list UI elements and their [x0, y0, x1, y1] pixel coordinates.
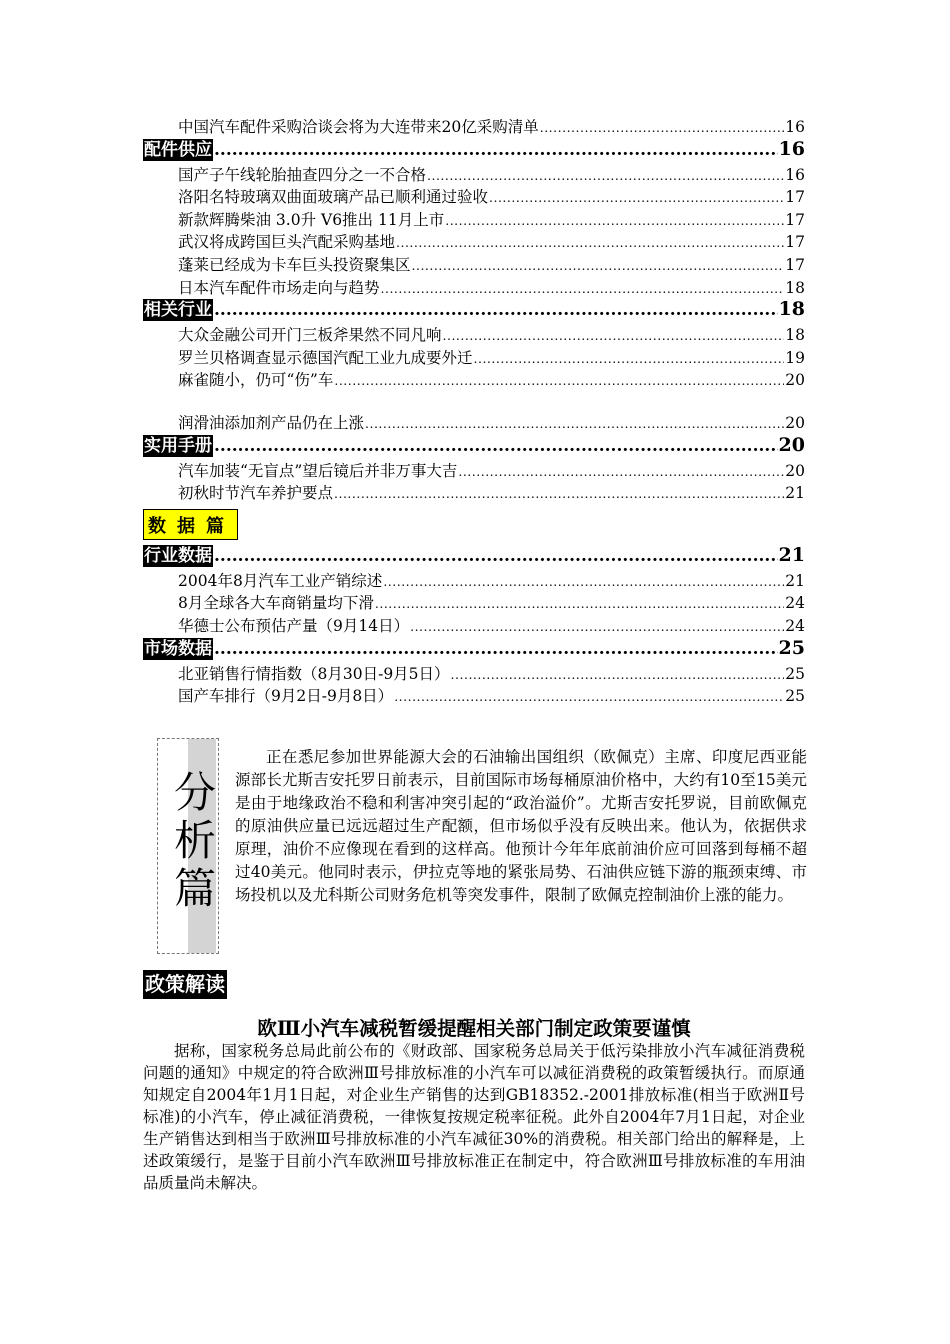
toc-entry-page: 16	[785, 165, 805, 184]
toc-entry-title: 罗兰贝格调查显示德国汽配工业九成要外迁	[178, 348, 473, 367]
toc-entry-page: 17	[785, 210, 805, 229]
toc-entry[interactable]	[143, 459, 805, 482]
toc-entry-title: 国产车排行（9月2日-9月8日）	[178, 687, 394, 706]
analysis-sidebar	[157, 738, 219, 954]
toc-entry-title: 初秋时节汽车养护要点	[178, 484, 334, 503]
sidebar-char: 析	[174, 816, 217, 865]
toc-entry-page: 25	[785, 664, 805, 683]
toc-entry[interactable]	[143, 346, 805, 369]
toc-leader	[214, 434, 778, 456]
toc-section-label: 配件供应	[144, 139, 212, 160]
toc-entry[interactable]	[143, 569, 805, 592]
toc-entry[interactable]	[143, 411, 805, 434]
toc-leader	[445, 211, 784, 229]
toc-entry-page: 20	[785, 371, 805, 390]
toc-leader	[334, 371, 784, 389]
toc-entry[interactable]	[143, 230, 805, 253]
toc-leader	[394, 687, 784, 705]
toc-leader	[396, 233, 784, 251]
toc-entry-page: 24	[785, 594, 805, 613]
toc-entry[interactable]	[143, 481, 805, 504]
spacer	[143, 391, 805, 411]
part-header-wrap	[143, 504, 805, 544]
toc-section-page: 25	[778, 636, 805, 659]
toc-entry-title: 8月全球各大车商销量均下滑	[178, 594, 374, 613]
toc-entry[interactable]	[143, 115, 805, 138]
article-body: 据称，国家税务总局此前公布的《财政部、国家税务总局关于低污染排放小汽车减征消费税问题的通知》中规定的符合欧洲Ⅲ号排放标准的小汽车可以减征消费税的政策暂缓执行。而原通知规定自2004年1月1日起，对企业生产销售的达到GB18352.-2001排放标准(相当于欧洲Ⅱ号标准)的小汽车，停止减征消费税，一律恢复按规定税率征税。此外自2004年7月1日起，对企业生产销售达到相当于欧洲Ⅲ号排放标准的小汽车减征30%的消费税。相关部门给出的解释是，上述政策缓行，是鉴于目前小汽车欧洲Ⅲ号排放标准正在制定中，符合欧洲Ⅲ号排放标准的车用油品质量尚未解决。	[143, 1042, 805, 1192]
toc-leader	[427, 166, 784, 184]
toc-entry-title: 国产子午线轮胎抽查四分之一不合格	[178, 165, 427, 184]
toc-section-page: 16	[778, 137, 805, 160]
toc-entry-page: 18	[785, 278, 805, 297]
toc-entry[interactable]	[143, 185, 805, 208]
table-of-contents	[143, 115, 805, 707]
toc-section[interactable]	[143, 544, 805, 569]
toc-section-label: 行业数据	[144, 545, 212, 566]
toc-section[interactable]	[143, 298, 805, 323]
toc-entry[interactable]	[143, 662, 805, 685]
toc-section[interactable]	[143, 637, 805, 662]
toc-section-label: 实用手册	[144, 435, 212, 456]
toc-entry-page: 21	[785, 484, 805, 503]
toc-entry-page: 18	[785, 326, 805, 345]
toc-section-page: 21	[778, 543, 805, 566]
toc-leader	[365, 414, 784, 432]
toc-section[interactable]	[143, 138, 805, 163]
toc-entry-title: 华德士公布预估产量（9月14日）	[178, 616, 410, 635]
toc-entry-title: 洛阳名特玻璃双曲面玻璃产品已顺利通过验收	[178, 188, 489, 207]
toc-leader	[375, 594, 784, 612]
toc-entry-page: 24	[785, 616, 805, 635]
policy-section-label: 政策解读	[143, 970, 227, 999]
toc-entry[interactable]	[143, 208, 805, 231]
toc-entry-title: 蓬莱已经成为卡车巨头投资聚集区	[178, 255, 411, 274]
toc-entry-title: 2004年8月汽车工业产销综述	[178, 571, 383, 590]
sidebar-char: 分	[174, 768, 217, 817]
toc-entry[interactable]	[143, 591, 805, 614]
toc-leader	[214, 138, 778, 160]
toc-leader	[410, 617, 784, 635]
toc-leader	[334, 484, 784, 502]
toc-entry-title: 新款辉腾柴油 3.0升 V6推出 11月上市	[178, 210, 445, 229]
toc-leader	[540, 118, 785, 136]
part-header: 数据篇	[143, 509, 238, 540]
sidebar-title	[174, 769, 224, 913]
toc-entry-title: 大众金融公司开门三板斧果然不同凡响	[178, 326, 442, 345]
toc-entry-page: 16	[785, 118, 805, 136]
toc-leader	[214, 544, 778, 566]
toc-section-label: 市场数据	[144, 638, 212, 659]
toc-entry-page: 17	[785, 233, 805, 252]
toc-entry[interactable]	[143, 368, 805, 391]
toc-entry-title: 麻雀随小，仍可“伤”车	[178, 371, 334, 390]
toc-entry-page: 17	[785, 255, 805, 274]
sidebar-char: 篇	[174, 864, 217, 913]
toc-section-page: 20	[778, 433, 805, 456]
toc-entry-title: 武汉将成跨国巨头汽配采购基地	[178, 233, 396, 252]
toc-entry[interactable]	[143, 276, 805, 299]
toc-entry-page: 17	[785, 188, 805, 207]
analysis-paragraph: 正在悉尼参加世界能源大会的石油输出国组织（欧佩克）主席、印度尼西亚能源部长尤斯吉安托罗日前表示，目前国际市场每桶原油价格中，大约有10至15美元是由于地缘政治不稳和利害冲突引起的“政治溢价”。尤斯吉安托罗说，目前欧佩克的原油供应量已远远超过生产配额，但市场似乎没有反映出来。他认为，依据供求原理，油价不应像现在看到的这样高。他预计今年年底前油价应可回落到每桶不超过40美元。他同时表示，伊拉克等地的紧张局势、石油供应链下游的瓶颈束缚、市场投机以及尤科斯公司财务危机等突发事件，限制了欧佩克控制油价上涨的能力。	[235, 748, 807, 904]
toc-entry-page: 25	[785, 687, 805, 706]
toc-entry-page: 21	[785, 571, 805, 590]
toc-section[interactable]	[143, 434, 805, 459]
toc-leader	[381, 279, 785, 297]
toc-entry-page: 20	[785, 461, 805, 480]
article-title: 欧Ⅲ小汽车减税暂缓提醒相关部门制定政策要谨慎	[257, 1017, 691, 1040]
toc-entry-title: 日本汽车配件市场走向与趋势	[178, 278, 380, 297]
toc-section-label: 相关行业	[144, 300, 212, 321]
toc-entry-page: 19	[785, 348, 805, 367]
toc-entry[interactable]	[143, 163, 805, 186]
toc-entry-title: 北亚销售行情指数（8月30日-9月5日）	[178, 664, 450, 683]
toc-entry-title: 汽车加装“无盲点”望后镜后并非万事大吉	[178, 461, 458, 480]
toc-section-page: 18	[778, 298, 805, 321]
toc-leader	[412, 256, 785, 274]
toc-leader	[489, 188, 784, 206]
toc-entry[interactable]	[143, 614, 805, 637]
toc-entry-page: 20	[785, 413, 805, 432]
toc-entry-title: 润滑油添加剂产品仍在上涨	[178, 413, 365, 432]
toc-entry[interactable]	[143, 684, 805, 707]
toc-leader	[214, 637, 778, 659]
toc-leader	[474, 349, 785, 367]
toc-entry[interactable]	[143, 323, 805, 346]
toc-leader	[458, 462, 784, 480]
toc-entry[interactable]	[143, 253, 805, 276]
toc-leader	[383, 572, 784, 590]
toc-leader	[451, 665, 785, 683]
toc-leader	[214, 298, 778, 320]
toc-entry-title: 中国汽车配件采购洽谈会将为大连带来20亿采购清单	[178, 118, 539, 136]
toc-leader	[443, 326, 785, 344]
